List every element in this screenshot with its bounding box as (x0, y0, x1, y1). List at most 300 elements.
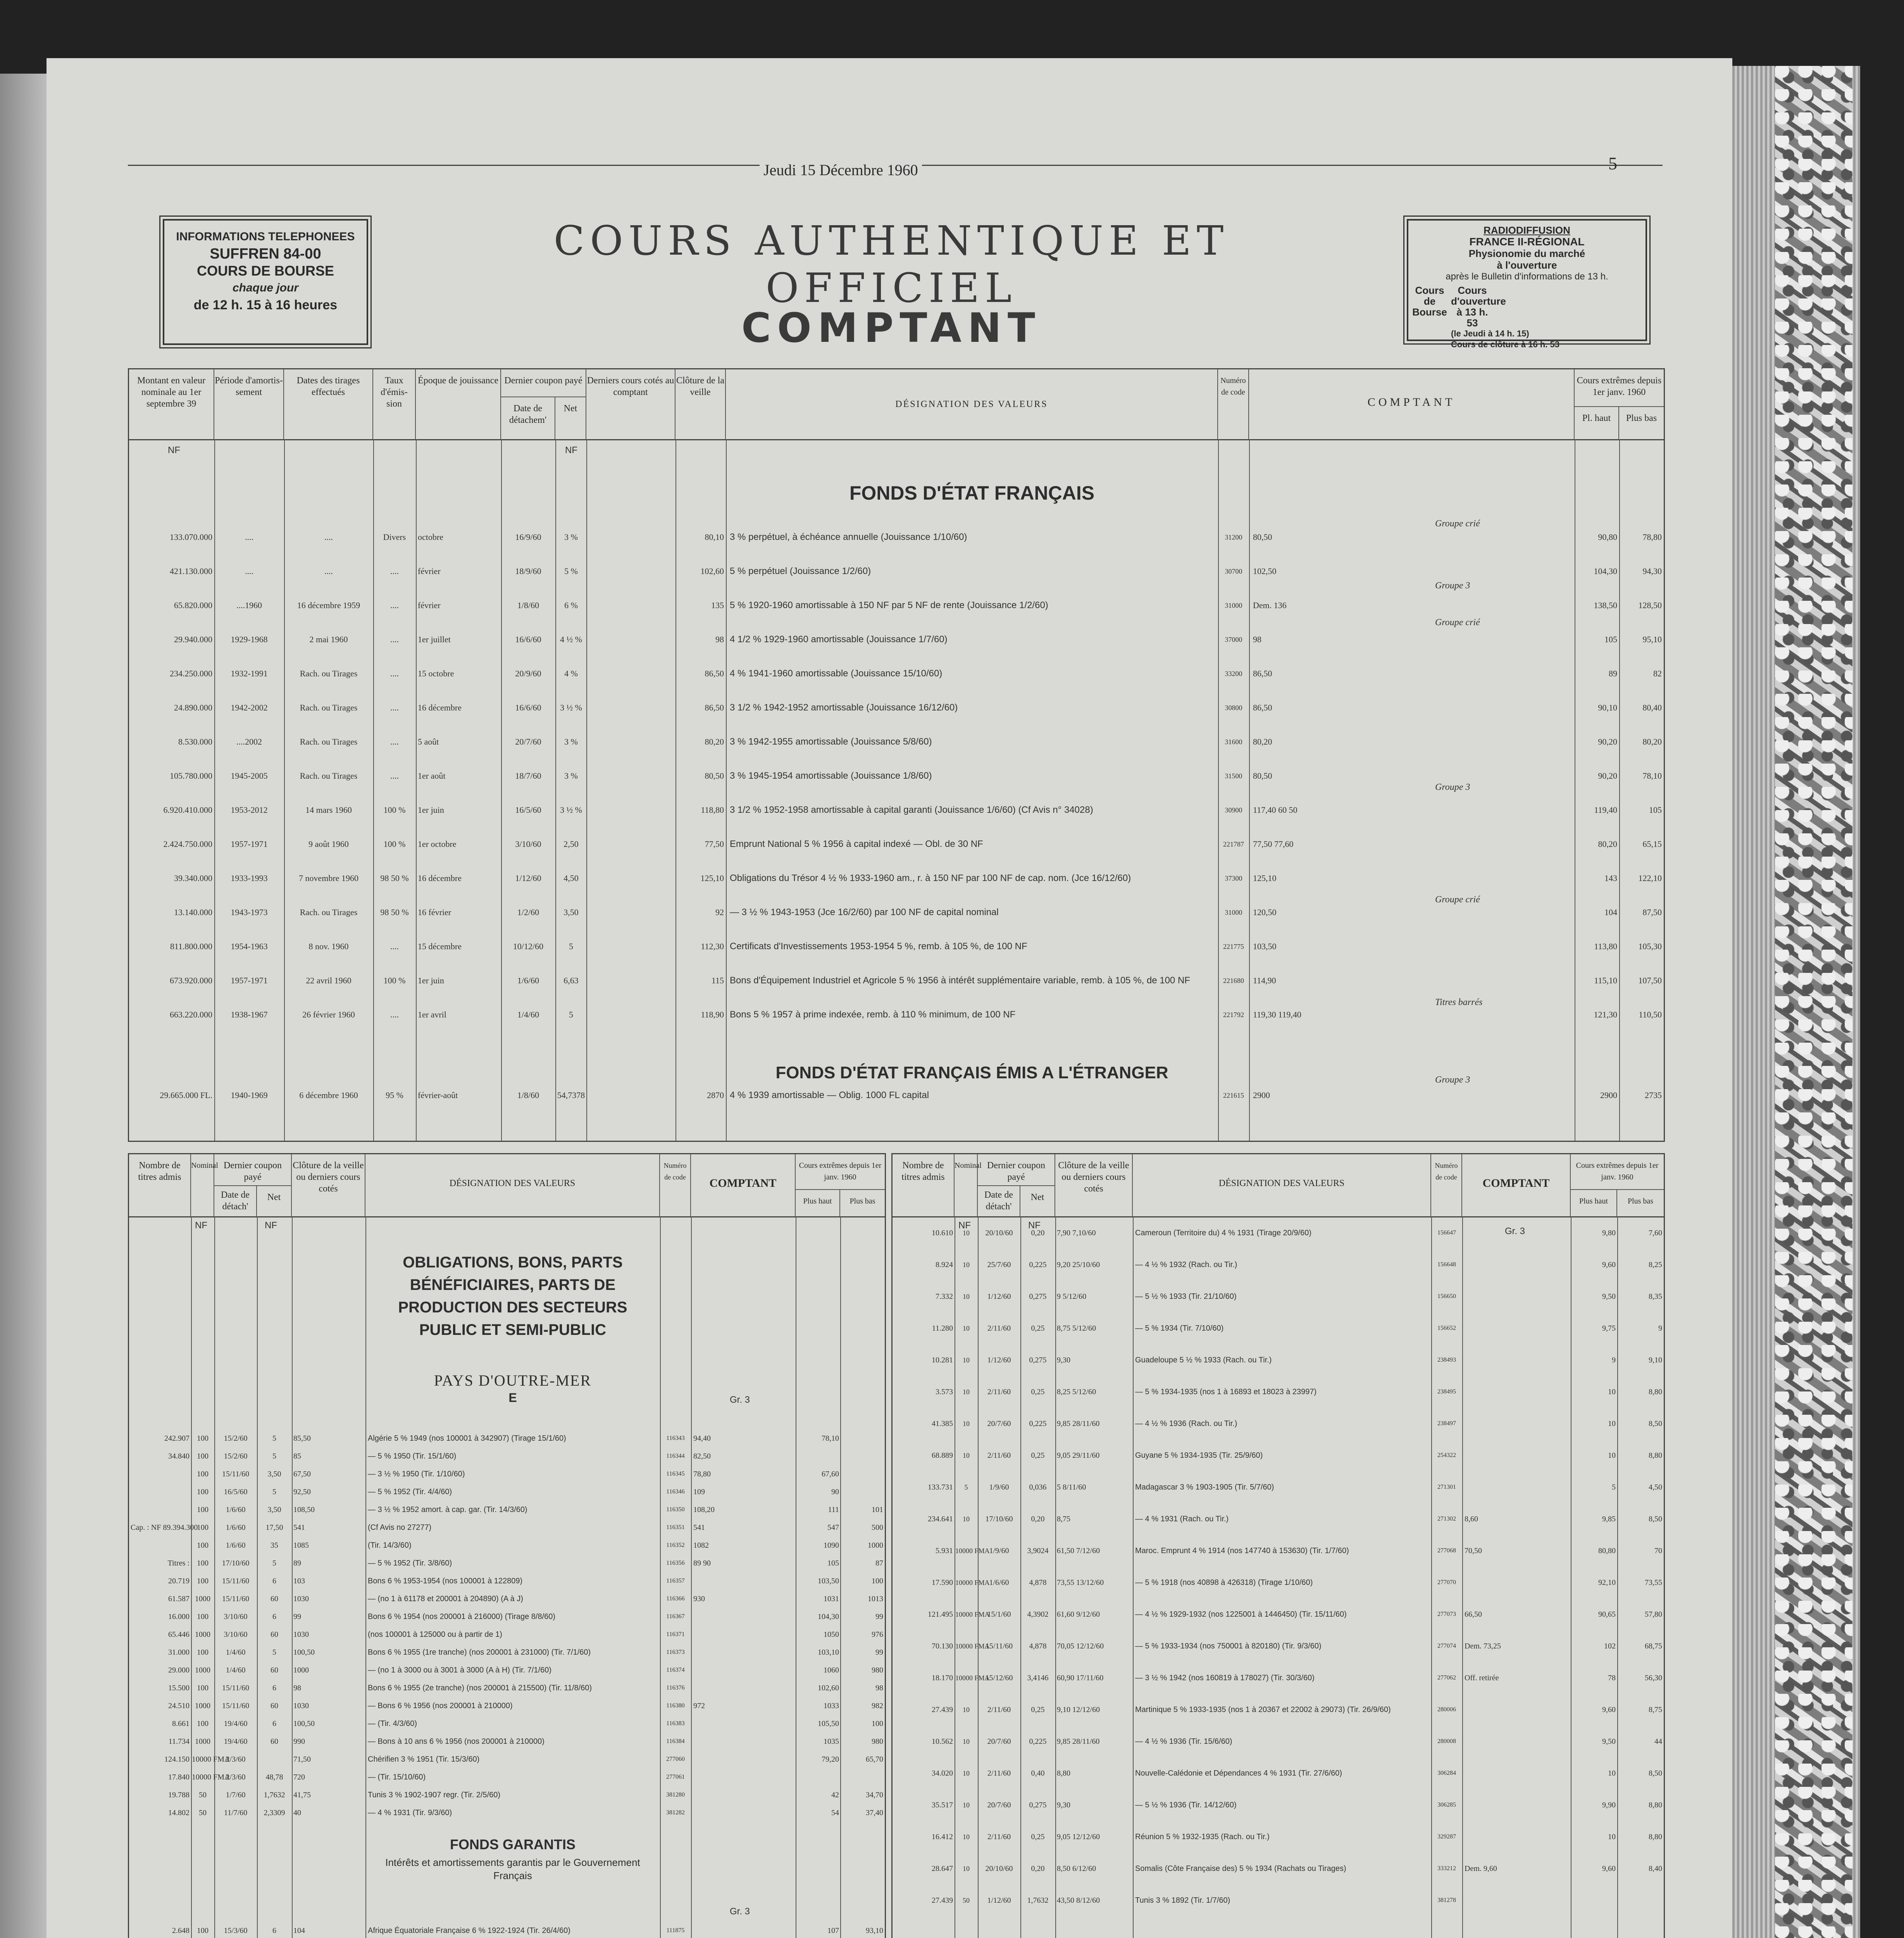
coupon-date-cell: 15/3/60 (224, 1926, 248, 1935)
comptant-cell: 66,50 (1465, 1610, 1482, 1619)
designation-cell: Bons 6 % 1955 (2e tranche) (nos 200001 à 215500) (Tir. 11/8/60) (368, 1684, 592, 1692)
designation-cell: Somalis (Côte Française des) 5 % 1934 (Rachats ou Tirages) (1135, 1864, 1346, 1873)
low-cell: 57,80 (1645, 1610, 1662, 1619)
code-cell: 37000 (1225, 636, 1242, 643)
close-cell: 98 (293, 1684, 301, 1692)
designation-cell: (nos 100001 à 125000 ou à partir de 1) (368, 1630, 502, 1639)
code-cell: 221680 (1223, 977, 1244, 985)
comptant-cell: 1082 (693, 1541, 709, 1550)
code-cell: 306285 (1437, 1802, 1456, 1808)
coupon-date-cell: 2/11/60 (987, 1769, 1011, 1778)
draw-cell: Rach. ou Tirages (300, 669, 358, 678)
low-cell: 7,60 (1649, 1229, 1662, 1237)
coupon-net-cell: 1,7632 (1027, 1896, 1049, 1905)
coupon-date-cell: 1/4/60 (226, 1666, 246, 1674)
group-note: Titres barrés (1435, 997, 1483, 1007)
radio-station: FRANCE II-RÉGIONAL (1469, 236, 1585, 248)
count-cell: 27.439 (932, 1705, 953, 1714)
comptant-cell: 120,50 (1253, 907, 1277, 917)
coupon-net-cell: 2,50 (563, 839, 579, 849)
designation-cell: — 4 ½ % 1929-1932 (nos 1225001 à 1446450) (Tir. 15/11/60) (1135, 1610, 1347, 1619)
low-cell: 8,50 (1649, 1769, 1662, 1778)
coupon-date-cell: 25/7/60 (987, 1260, 1011, 1269)
coupon-net-cell: 5 (569, 941, 573, 951)
col-subheader: Date de détach' (214, 1185, 257, 1216)
designation-cell: 5 % perpétuel (Jouissance 1/2/60) (730, 566, 871, 576)
coupon-net-cell: 0,275 (1029, 1356, 1047, 1364)
period-cell: 1933-1993 (231, 873, 268, 883)
enjoyment-cell: 16 février (418, 907, 451, 917)
close-cell: 108,50 (293, 1505, 315, 1514)
high-cell: 105,50 (818, 1719, 839, 1728)
designation-cell: 5 % 1920-1960 amortissable à 150 NF par 5 NF de rente (Jouissance 1/2/60) (730, 600, 1048, 610)
low-cell: 8,75 (1649, 1705, 1662, 1714)
coupon-date-cell: 18/7/60 (515, 771, 541, 781)
coupon-net-cell: 4,3902 (1027, 1610, 1049, 1619)
unit-label: NF (265, 1220, 277, 1231)
nominal-cell: 100 (197, 1926, 208, 1935)
close-cell: 9,20 25/10/60 (1057, 1260, 1100, 1269)
high-cell: 104,30 (818, 1612, 839, 1621)
col-header: Nombre de titres admis (129, 1154, 191, 1216)
high-cell: 9,75 (1602, 1324, 1616, 1333)
coupon-date-cell: 3/10/60 (224, 1612, 248, 1621)
period-cell: 1945-2005 (231, 771, 268, 781)
coupon-date-cell: 18/9/60 (515, 566, 541, 576)
col-subheader: Plus bas (1617, 1189, 1664, 1216)
high-cell: 111 (828, 1505, 839, 1514)
comptant-cell: 80,20 (1253, 737, 1272, 747)
close-cell: 100,50 (293, 1648, 315, 1657)
col-subheader: Net (555, 397, 586, 439)
col-header: Clôture de la veille (675, 369, 726, 439)
page-number: 5 (1608, 153, 1617, 173)
coupon-date-cell: 2/11/60 (987, 1451, 1011, 1460)
col-header: Numéro de code (1218, 369, 1249, 439)
coupon-net-cell: 0,40 (1031, 1769, 1045, 1778)
high-cell: 10 (1608, 1769, 1616, 1778)
designation-cell: Cameroun (Territoire du) 4 % 1931 (Tirage 20/9/60) (1135, 1229, 1312, 1237)
period-cell: 1929-1968 (231, 635, 268, 644)
coupon-date-cell: 15/11/60 (222, 1684, 250, 1692)
amount-cell: 24.890.000 (174, 703, 212, 712)
code-cell: 271302 (1437, 1516, 1456, 1522)
low-cell: 98 (875, 1684, 883, 1692)
low-cell: 8,25 (1649, 1260, 1662, 1269)
coupon-net-cell: 60 (271, 1595, 278, 1603)
close-cell: 112,30 (701, 941, 724, 951)
count-cell: 121.495 (928, 1610, 953, 1619)
high-cell: 1060 (824, 1666, 839, 1674)
nominal-cell: 10 (963, 1324, 970, 1332)
designation-cell: Madagascar 3 % 1903-1905 (Tir. 5/7/60) (1135, 1483, 1274, 1491)
count-cell: 3.573 (936, 1388, 953, 1396)
code-cell: 31500 (1225, 772, 1242, 780)
coupon-net-cell: 60 (271, 1702, 278, 1710)
comptant-cell: 80,50 (1253, 771, 1272, 781)
coupon-date-cell: 20/7/60 (515, 737, 541, 747)
coupon-date-cell: 1/12/60 (987, 1896, 1011, 1905)
code-cell: 221787 (1223, 840, 1244, 848)
group-label: Gr. 3 (730, 1906, 750, 1917)
info-line: COURS DE BOURSE (196, 263, 334, 279)
group-label: Gr. 3 (730, 1395, 750, 1405)
code-cell: 277074 (1437, 1643, 1456, 1649)
code-cell: 30700 (1225, 567, 1242, 575)
rate-cell: .... (390, 1010, 399, 1019)
low-cell: 8,80 (1649, 1451, 1662, 1460)
coupon-date-cell: 2/11/60 (987, 1388, 1011, 1396)
high-cell: 113,80 (1594, 941, 1617, 951)
coupon-date-cell: 1/6/60 (226, 1541, 246, 1550)
code-cell: 221775 (1223, 943, 1244, 950)
nominal-cell: 100 (197, 1719, 208, 1728)
period-cell: ....1960 (236, 600, 262, 610)
coupon-date-cell: 2/11/60 (987, 1833, 1011, 1841)
coupon-net-cell: 3,50 (267, 1505, 281, 1514)
enjoyment-cell: 1er août (418, 771, 446, 781)
nominal-cell: 100 (197, 1523, 208, 1532)
high-cell: 104,30 (1594, 566, 1617, 576)
code-cell: 271301 (1437, 1484, 1456, 1490)
period-cell: 1943-1973 (231, 907, 268, 917)
coupon-net-cell: 3,9024 (1027, 1547, 1049, 1555)
col-header: Nominal (191, 1154, 214, 1216)
high-cell: 78,10 (822, 1434, 839, 1443)
high-cell: 9,50 (1602, 1737, 1616, 1746)
code-cell: 33200 (1225, 670, 1242, 678)
radio-right: Cours d'ouverture à 13 h. 53 (1451, 284, 1506, 329)
close-cell: 9,30 (1057, 1801, 1070, 1809)
coupon-net-cell: 0,275 (1029, 1801, 1047, 1809)
amount-cell: 811.800.000 (170, 941, 212, 951)
close-cell: 7,90 7,10/60 (1057, 1229, 1096, 1237)
amount-cell: 13.140.000 (174, 907, 212, 917)
coupon-net-cell: 0,25 (1031, 1388, 1045, 1396)
coupon-date-cell: 16/6/60 (515, 635, 541, 644)
code-cell: 329287 (1437, 1833, 1456, 1840)
code-cell: 116350 (666, 1506, 685, 1513)
rate-cell: 98 50 % (380, 873, 409, 883)
coupon-net-cell: 5 (272, 1434, 276, 1443)
col-header: Dernier coupon payé (214, 1154, 292, 1185)
low-cell: 2735 (1645, 1090, 1662, 1100)
nominal-cell: 10 (963, 1293, 970, 1300)
code-cell: 156647 (1437, 1229, 1456, 1236)
coupon-date-cell: 1/6/60 (517, 976, 539, 985)
low-cell: 980 (872, 1737, 883, 1746)
enjoyment-cell: 1er juin (418, 976, 444, 985)
coupon-date-cell: 15/12/60 (985, 1674, 1013, 1682)
coupon-net-cell: 54,7378 (557, 1090, 585, 1100)
coupon-net-cell: 2,3309 (264, 1809, 285, 1817)
nominal-cell: 10 (963, 1769, 970, 1777)
rate-cell: .... (390, 600, 399, 610)
coupon-date-cell: 15/1/60 (987, 1610, 1011, 1619)
coupon-date-cell: 20/7/60 (987, 1801, 1011, 1809)
coupon-net-cell: 0,20 (1031, 1229, 1045, 1237)
close-cell: 40 (293, 1809, 301, 1817)
unit-label: NF (565, 445, 577, 455)
radio-left-label: Cours de Bourse (1412, 284, 1447, 318)
low-cell: 95,10 (1642, 635, 1662, 644)
nominal-cell: 1000 (195, 1702, 210, 1710)
count-cell: 16.412 (932, 1833, 953, 1841)
high-cell: 9,90 (1602, 1801, 1616, 1809)
high-cell: 119,40 (1594, 805, 1617, 815)
code-cell: 254322 (1437, 1452, 1456, 1459)
radio-line: à l'ouverture (1497, 259, 1557, 271)
close-cell: 125,10 (700, 873, 724, 883)
col-header: Clôture de la veille ou derniers cours cotés (1055, 1154, 1133, 1216)
low-cell: 37,40 (866, 1809, 883, 1817)
comptant-cell: 930 (693, 1595, 705, 1603)
count-cell: 10.562 (932, 1737, 953, 1746)
high-cell: 9,60 (1602, 1705, 1616, 1714)
count-cell: 8.924 (936, 1260, 953, 1269)
left-page-edge (0, 74, 47, 1938)
designation-cell: 3 % 1945-1954 amortissable (Jouissance 1/8/60) (730, 771, 932, 781)
col-header: Numéro de code (660, 1154, 691, 1216)
designation-cell: — 5 ½ % 1936 (Tir. 14/12/60) (1135, 1801, 1237, 1809)
coupon-date-cell: 17/10/60 (985, 1515, 1013, 1523)
low-cell: 101 (872, 1505, 883, 1514)
rate-cell: Divers (383, 532, 406, 542)
nominal-cell: 100 (197, 1434, 208, 1443)
count-cell: 17.840 (168, 1773, 190, 1781)
unit-label: NF (168, 445, 180, 455)
comptant-cell: 80,50 (1253, 532, 1272, 542)
comptant-cell: Dem. 136 (1253, 600, 1287, 610)
col-subheader: Plus haut (1571, 1189, 1617, 1216)
code-cell: 116352 (666, 1542, 685, 1548)
designation-cell: — 4 % 1931 (Tir. 9/3/60) (368, 1809, 452, 1817)
nominal-cell: 10 (963, 1420, 970, 1428)
col-header: DÉSIGNATION DES VALEURS (726, 369, 1218, 439)
high-cell: 54 (831, 1809, 839, 1817)
low-cell: 128,50 (1638, 600, 1662, 610)
low-cell: 65,15 (1642, 839, 1662, 849)
nominal-cell: 10000 FMA (955, 1547, 990, 1555)
coupon-date-cell: 1/4/60 (517, 1010, 539, 1019)
coupon-net-cell: 0,225 (1029, 1419, 1047, 1428)
designation-cell: Tunis 3 % 1902-1907 regr. (Tir. 2/5/60) (368, 1791, 501, 1799)
rate-cell: .... (390, 566, 399, 576)
code-cell: 116351 (666, 1524, 685, 1531)
rate-cell: 100 % (383, 976, 406, 985)
designation-cell: Maroc. Emprunt 4 % 1914 (nos 147740 à 153630) (Tir. 1/7/60) (1135, 1547, 1349, 1555)
high-cell: 9,85 (1602, 1515, 1616, 1523)
rate-cell: .... (390, 669, 399, 678)
count-cell: 34.840 (168, 1452, 190, 1460)
low-cell: 93,10 (866, 1926, 883, 1935)
close-cell: 43,50 8/12/60 (1057, 1896, 1100, 1905)
coupon-net-cell: 5 (272, 1648, 276, 1657)
code-cell: 30800 (1225, 704, 1242, 712)
comptant-cell: 541 (693, 1523, 705, 1532)
coupon-net-cell: 4,878 (1029, 1642, 1047, 1650)
designation-cell: — (no 1 à 61178 et 200001 à 204890) (A à J) (368, 1595, 524, 1603)
close-cell: 86,50 (705, 703, 724, 712)
close-cell: 99 (293, 1612, 301, 1621)
comptant-cell: Dem. 73,25 (1465, 1642, 1501, 1650)
coupon-net-cell: 60 (271, 1630, 278, 1639)
high-cell: 105 (827, 1559, 839, 1567)
low-cell: 70 (1654, 1547, 1662, 1555)
coupon-net-cell: 6 (272, 1684, 276, 1692)
designation-cell: — Bons 6 % 1956 (nos 200001 à 210000) (368, 1702, 513, 1710)
amount-cell: 663.220.000 (170, 1010, 212, 1019)
close-cell: 9,85 28/11/60 (1057, 1737, 1100, 1746)
group-note: Groupe 3 (1435, 581, 1470, 591)
unit-label: NF (1028, 1220, 1041, 1231)
radio-line: après le Bulletin d'informations de 13 h. (1446, 271, 1608, 282)
code-cell: 31600 (1225, 738, 1242, 746)
coupon-net-cell: 3 ½ % (560, 703, 582, 712)
low-cell: 87 (875, 1559, 883, 1567)
designation-cell: Bons 6 % 1955 (1re tranche) (nos 200001 à 231000) (Tir. 7/1/60) (368, 1648, 591, 1657)
radio-right: (le Jeudi à 14 h. 15) (1451, 329, 1529, 338)
high-cell: 121,30 (1594, 1010, 1617, 1019)
period-cell: 1940-1969 (231, 1090, 268, 1100)
close-cell: 1030 (293, 1630, 309, 1639)
section-title: FONDS D'ÉTAT FRANÇAIS ÉMIS A L'ÉTRANGER (775, 1063, 1168, 1082)
coupon-date-cell: 20/10/60 (985, 1229, 1013, 1237)
close-cell: 990 (293, 1737, 305, 1746)
amount-cell: 133.070.000 (170, 532, 212, 542)
col-header: Montant en valeur nominale au 1er septembre 39 (129, 369, 214, 439)
low-cell: 78,10 (1642, 771, 1662, 781)
nominal-cell: 10000 FMA (192, 1755, 230, 1764)
designation-cell: — 4 ½ % 1936 (Rach. ou Tir.) (1135, 1419, 1237, 1428)
designation-cell: — 5 % 1934-1935 (nos 1 à 16893 et 18023 à 23997) (1135, 1388, 1317, 1396)
count-cell: Titres : (167, 1559, 190, 1567)
close-cell: 541 (293, 1523, 305, 1532)
code-cell: 277073 (1437, 1611, 1456, 1617)
low-cell: 9 (1658, 1324, 1662, 1333)
period-cell: ....2002 (236, 737, 262, 747)
designation-cell: (Cf Avis no 27277) (368, 1523, 432, 1532)
designation-cell: — 3 ½ % 1943-1953 (Jce 16/2/60) par 100 NF de capital nominal (730, 907, 999, 917)
amount-cell: 8.530.000 (178, 737, 212, 747)
designation-cell: — 5 % 1934 (Tir. 7/10/60) (1135, 1324, 1224, 1333)
unit-label: NF (958, 1220, 971, 1231)
coupon-date-cell: 1/9/60 (989, 1483, 1009, 1491)
nominal-cell: 100 (197, 1505, 208, 1514)
col-subheader: Date de détachem' (501, 397, 555, 439)
close-cell: 92,50 (293, 1488, 311, 1496)
draw-cell: 16 décembre 1959 (297, 600, 360, 610)
col-header: COMPTANT (1462, 1154, 1571, 1216)
nominal-cell: 1000 (195, 1595, 210, 1603)
count-cell: 31.000 (168, 1648, 190, 1657)
nominal-cell: 10000 FMA (955, 1642, 990, 1650)
close-cell: 9 5/12/60 (1057, 1292, 1087, 1301)
draw-cell: 2 mai 1960 (309, 635, 348, 644)
upper-table-header (129, 369, 1664, 440)
close-cell: 103 (293, 1577, 305, 1585)
high-cell: 9,60 (1602, 1260, 1616, 1269)
radio-title: RADIODIFFUSION (1484, 224, 1570, 236)
col-subheader: Plus haut (796, 1189, 840, 1216)
high-cell: 10 (1608, 1419, 1616, 1428)
draw-cell: Rach. ou Tirages (300, 737, 358, 747)
group-note: Groupe crié (1435, 895, 1480, 905)
comptant-cell: 109 (693, 1488, 705, 1496)
enjoyment-cell: 5 août (418, 737, 439, 747)
coupon-date-cell: 1/4/60 (226, 1648, 246, 1657)
high-cell: 1035 (824, 1737, 839, 1746)
comptant-cell: 972 (693, 1702, 705, 1710)
rate-cell: 98 50 % (380, 907, 409, 917)
code-cell: 221615 (1223, 1091, 1244, 1099)
high-cell: 103,10 (818, 1648, 839, 1657)
designation-cell: — 4 ½ % 1932 (Rach. ou Tir.) (1135, 1260, 1237, 1269)
high-cell: 5 (1612, 1483, 1616, 1491)
nominal-cell: 10000 FMA (955, 1579, 990, 1586)
low-cell: 105 (1649, 805, 1662, 815)
designation-cell: — 3 ½ % 1942 (nos 160819 à 178027) (Tir. 30/3/60) (1135, 1674, 1315, 1682)
close-cell: 5 8/11/60 (1057, 1483, 1086, 1491)
comptant-cell: 102,50 (1253, 566, 1277, 576)
close-cell: 61,60 9/12/60 (1057, 1610, 1100, 1619)
high-cell: 102,60 (818, 1684, 839, 1692)
designation-cell: — 5 % 1918 (nos 40898 à 426318) (Tirage 1/10/60) (1135, 1578, 1313, 1587)
low-cell: 100 (872, 1577, 883, 1585)
count-cell: 35.517 (932, 1801, 953, 1809)
code-cell: 277060 (666, 1756, 685, 1762)
nominal-cell: 10 (963, 1388, 970, 1396)
low-cell: 65,70 (866, 1755, 883, 1764)
coupon-net-cell: 60 (271, 1737, 278, 1746)
coupon-net-cell: 60 (271, 1666, 278, 1674)
nominal-cell: 100 (197, 1577, 208, 1585)
designation-cell: — (Tir. 4/3/60) (368, 1719, 417, 1728)
code-cell: 280006 (1437, 1706, 1456, 1713)
close-cell: 9,85 28/11/60 (1057, 1419, 1100, 1428)
code-cell: 280008 (1437, 1738, 1456, 1745)
comptant-cell: 89 90 (693, 1559, 711, 1567)
designation-cell: — 3 ½ % 1952 amort. à cap. gar. (Tir. 14/3/60) (368, 1505, 527, 1514)
group-note: Groupe 3 (1435, 782, 1470, 792)
coupon-net-cell: 4 % (564, 669, 578, 678)
amount-cell: 6.920.410.000 (163, 805, 212, 815)
nominal-cell: 10 (963, 1356, 970, 1364)
low-cell: 105,30 (1638, 941, 1662, 951)
designation-cell: — (no 1 à 3000 ou à 3001 à 3000 (A à H) (Tir. 7/1/60) (368, 1666, 551, 1674)
close-cell: 85,50 (293, 1434, 311, 1443)
coupon-net-cell: 5 % (564, 566, 578, 576)
count-cell: 234.641 (928, 1515, 953, 1523)
rate-cell: 95 % (386, 1090, 403, 1100)
coupon-date-cell: 19/4/60 (224, 1719, 248, 1728)
coupon-date-cell: 20/9/60 (515, 669, 541, 678)
low-cell: 100 (872, 1719, 883, 1728)
coupon-date-cell: 2/11/60 (987, 1705, 1011, 1714)
coupon-date-cell: 17/10/60 (222, 1559, 250, 1567)
code-cell: 116346 (666, 1488, 685, 1495)
rate-cell: .... (390, 941, 399, 951)
period-cell: .... (245, 532, 253, 542)
draw-cell: 26 février 1960 (302, 1010, 355, 1019)
nominal-cell: 10 (963, 1801, 970, 1809)
period-cell: 1954-1963 (231, 941, 268, 951)
upper-table (128, 368, 1665, 1142)
enjoyment-cell: 1er avril (418, 1010, 446, 1019)
col-header: Cours extrêmes depuis 1er janv. 1960 (1577, 376, 1662, 397)
nominal-cell: 10000 FMA (192, 1773, 230, 1781)
rate-cell: .... (390, 635, 399, 644)
